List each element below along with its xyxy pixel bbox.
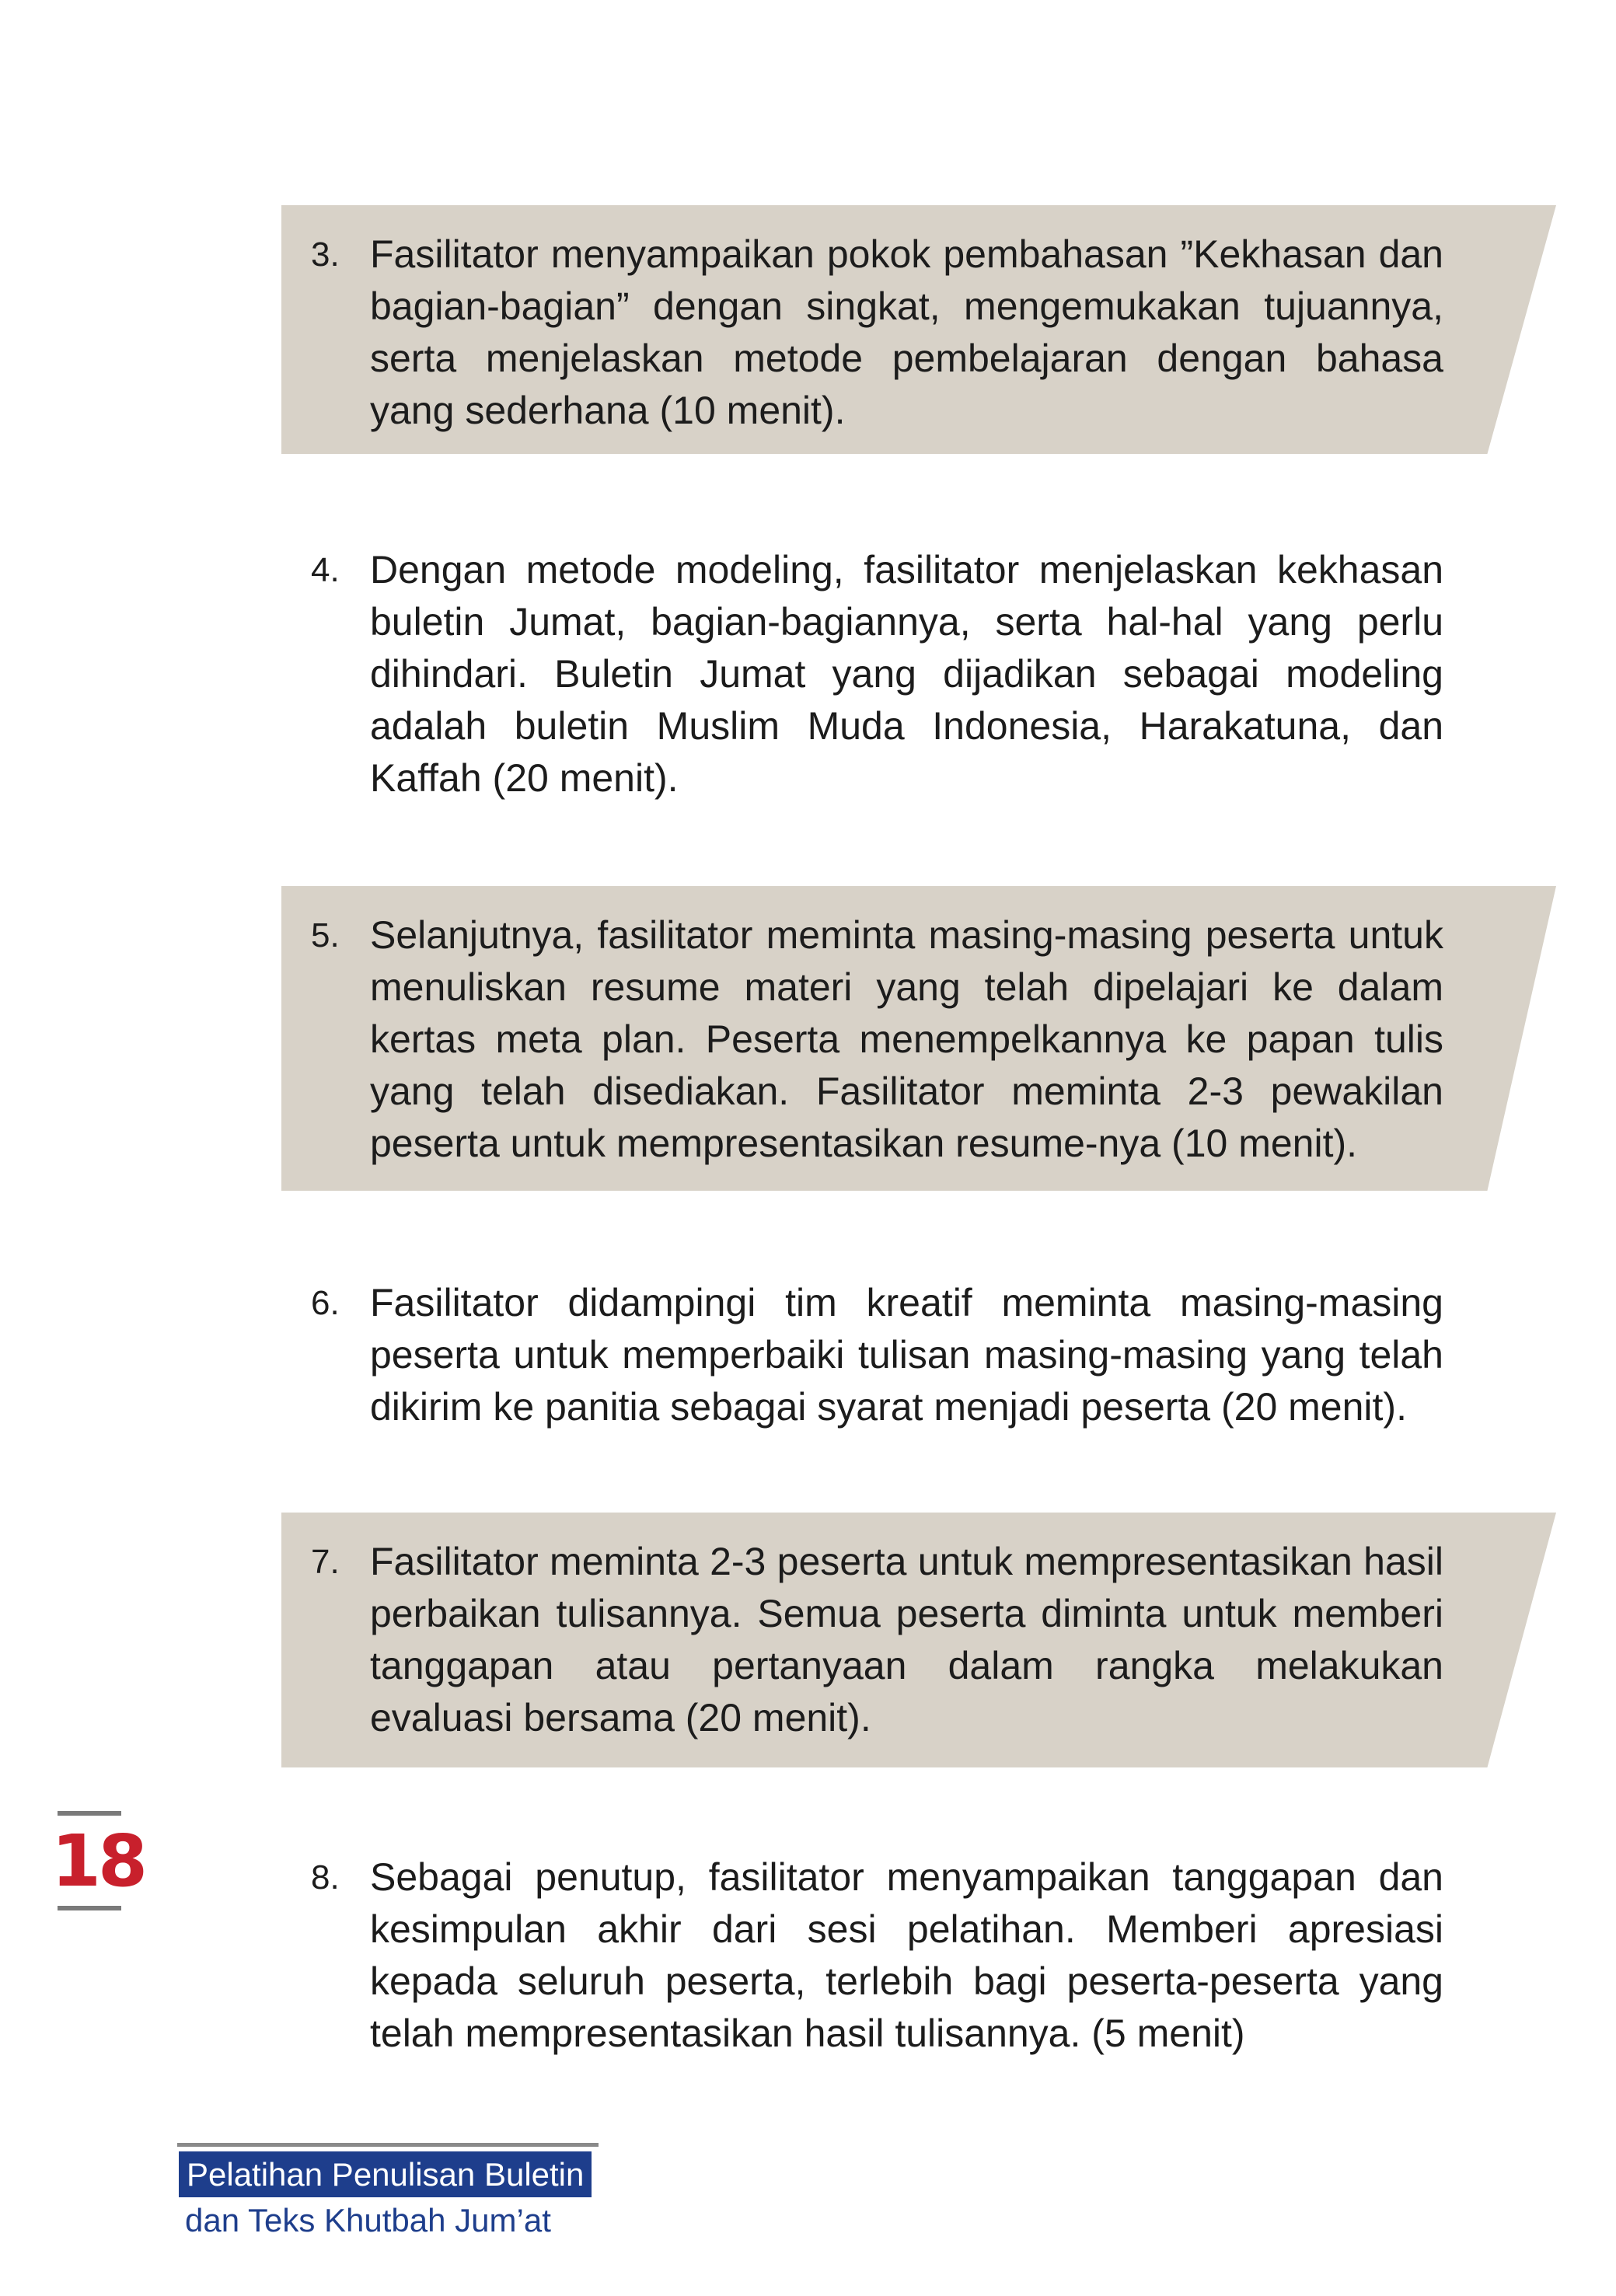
step-number: 5. xyxy=(311,916,340,954)
page-number: 18 xyxy=(51,1820,145,1903)
footer-title: Pelatihan Penulisan Buletin xyxy=(179,2151,592,2197)
page-number-rule-bottom xyxy=(58,1906,121,1910)
step-text: Fasilitator menyampaikan pokok pembahasan ”Kekhasan dan bagian-bagian” dengan singkat, mengemukakan tujuannya, serta menjelaskan metode pembelajaran dengan bahasa yang sederhana (10 menit). xyxy=(370,232,1443,432)
step-3 xyxy=(281,205,1556,454)
step-7 xyxy=(281,1513,1556,1767)
step-text: Selanjutnya, fasilitator meminta masing-masing peserta untuk menuliskan resume materi yang telah dipelajari ke dalam kertas meta plan. Peserta menempelkannya ke papan tulis yang telah disediakan. Fasilitator meminta 2-3 pewakilan peserta untuk mempresentasikan resume-nya (10 menit). xyxy=(370,913,1443,1165)
step-text: Dengan metode modeling, fasilitator menjelaskan kekhasan buletin Jumat, bagian-bagiannya, serta hal-hal yang perlu dihindari. Buletin Jumat yang dijadikan sebagai modeling adalah buletin Muslim Muda Indonesia, Harakatuna, dan Kaffah (20 menit). xyxy=(370,548,1443,800)
footer-subtitle: dan Teks Khutbah Jum’at xyxy=(185,2202,551,2238)
step-4 xyxy=(281,544,1556,808)
step-number: 6. xyxy=(311,1284,340,1322)
step-text: Fasilitator meminta 2-3 peserta untuk mempresentasikan hasil perbaikan tulisannya. Semua peserta diminta untuk memberi tanggapan atau pertanyaan dalam rangka melakukan evaluasi bersama (20 menit). xyxy=(370,1540,1443,1739)
step-number: 3. xyxy=(311,236,340,274)
step-6 xyxy=(281,1277,1556,1440)
step-number: 7. xyxy=(311,1543,340,1581)
step-text: Fasilitator didampingi tim kreatif meminta masing-masing peserta untuk memperbaiki tulisan masing-masing yang telah dikirim ke panitia sebagai syarat menjadi peserta (20 menit). xyxy=(370,1281,1443,1429)
footer-rule xyxy=(177,2143,599,2147)
step-number: 8. xyxy=(311,1858,340,1896)
step-5 xyxy=(281,886,1556,1191)
step-number: 4. xyxy=(311,551,340,589)
step-text: Sebagai penutup, fasilitator menyampaikan tanggapan dan kesimpulan akhir dari sesi pelatihan. Memberi apresiasi kepada seluruh peserta, terlebih bagi peserta-peserta yang telah mempresentasikan hasil tulisannya. (5 menit) xyxy=(370,1855,1443,2055)
step-8 xyxy=(281,1851,1556,2061)
page-number-rule-top xyxy=(58,1811,121,1816)
